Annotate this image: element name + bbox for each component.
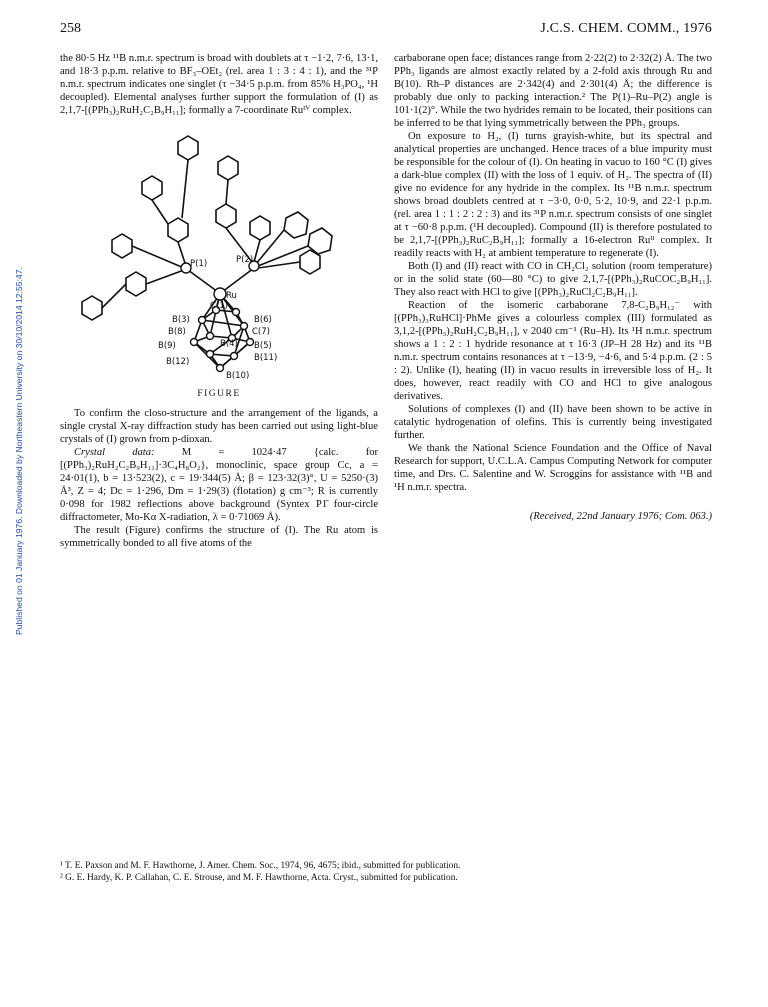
right-paragraph-4: Reaction of the isomeric carbaborane 7,8-C₂B₉H₁₂⁻ with [(PPh₃)₃RuHCl]·PhMe gives a colourless complex (III) formulated as 3,1,2-[(PPh₃)₂RuH₂C₂B₉H₁₁], ν 2040 cm⁻¹ (Ru–H). Its ¹H n.m.r. spectrum shows a 1 : 2 : 1 hydride resonance at τ 16·3 (JP–H 28 Hz) and its ¹¹B n.m.r. spectrum contains resonances at τ −13·9, −4·6, and 5·4 p.p.m. (2 : 5 : 2). Unlike (I), heating (II) in vacuo results in irreversible loss of H₂. It does, however, react readily with CO and HCl to give analogous derivatives. [394,300,712,402]
reference-2: ² G. E. Hardy, K. P. Callahan, C. E. Strouse, and M. F. Hawthorne, Acta. Cryst., submitted for publication. [60,873,458,883]
reference-1: ¹ T. E. Paxson and M. F. Hawthorne, J. Amer. Chem. Soc., 1974, 96, 4675; ibid., submitted for publication. [60,861,461,871]
atom-label: B(9) [158,341,176,351]
received-date: (Received, 22nd January 1976; Com. 063.) [529,511,712,522]
left-column [60,52,378,550]
right-paragraph-1: carbaborane open face; distances range from 2·22(2) to 2·32(2) Å. The two PPh₃ ligands are almost exactly related by a 2-fold axis through Ru and B(10). Rh–P distances are 2·342(4) and 2·301(4) Å; the difference is probably due only to packing interaction.² The P(1)–Ru–P(2) angle is 101·1(2)°. While the two hydrides remain to be located, their positions can be inferred to be that lying symmetrically between the PPh₃ groups. [394,53,712,129]
right-paragraph-5: Solutions of complexes (I) and (II) have been shown to be active in catalytic hydrogenation of olefins. This is currently being investigated further. [394,404,712,441]
molecular-structure-figure [60,122,378,382]
right-paragraph-3: Both (I) and (II) react with CO in CH₂Cl₂ solution (room temperature) or in the solid state (60—80 °C) to give 2,1,7-[(PPh₃)₂RuCOC₂B₉H₁₁]. They also react with HCl to give [(PPh₃)₂RuCl₂C₂B₉H₁₁]. [394,261,712,298]
figure-caption: FIGURE [197,389,241,399]
atom-label: C(1) [210,301,228,311]
right-paragraph-2: On exposure to H₂, (I) turns grayish-white, but its spectral and analytical properties are unchanged. Hence traces of a blue impurity must be responsible for the colour of (I). On heating in vacuo to 160 °C (I) gives a dark-blue complex (II) with the loss of 1 equiv. of H₂. The spectra of (II) give no evidence for any hydride in the complex. Its ¹¹B n.m.r. spectrum shows broad doublets centred at τ −3·0, 0·0, 5·2, 10·9, and 22·1 p.p.m. (rel. area 1 : 1 : 2 : 2 : 3) and its ³¹P n.m.r. spectrum consists of one singlet at τ −60·8 p.p.m. (¹H decoupled). Compound (II) is therefore postulated to be 2,1,7-[(PPh₃)₂RuC₂B₉H₁₁]; formally a 16-electron Ruᴵᴵ complex. It readily reacts with H₂ at ambient temperature to regenerate (I). [394,131,712,259]
atom-label: Ru [226,291,237,301]
footnotes [60,860,712,884]
atom-label: P(1) [190,259,208,269]
crystal-data-label: Crystal data: [74,447,155,458]
publication-note: Published on 01 January 1976. Downloaded by Northeastern University on 30/10/2014 12:55:47. [14,267,24,635]
crystal-data-text: M = 1024·47 {calc. for [(PPh₃)₂RuH₂C₂B₉H₁₁]·3C₄H₈O₂}, monoclinic, space group Cc, a = 24·01(1), b = 13·523(2), c = 19·344(5) Å; β = 123·32(3)°, U = 5250·(3) Å³, Z = 4; Dc = 1·296, Dm = 1·29(3) (flotation) g cm⁻³; R is currently 0·098 for 1982 reflections above background (Syntex P1̄ four-circle diffractometer, Mo-Kα X-radiation, λ = 0·71069 Å). [60,447,378,523]
atom-label: B(8) [168,327,186,337]
right-column [394,52,712,523]
atom-label: B(3) [172,315,190,325]
atom-label: C(7) [252,327,270,337]
crystal-data-paragraph [60,446,378,524]
atom-label: P(2) [236,255,254,265]
left-paragraph-4: The result (Figure) confirms the structure of (I). The Ru atom is symmetrically bonded to all five atoms of the [60,525,378,549]
molecule-drawing [60,122,378,382]
atom-label: B(12) [166,357,190,367]
atom-label: B(6) [254,315,272,325]
atom-label: B(11) [254,353,278,363]
acknowledgement: We thank the National Science Foundation and the Office of Naval Research for support, U.C.L.A. Campus Computing Network for computer time, and Drs. C. Salentine and W. Scroggins for assistance with ¹¹B and ¹H n.m.r. spectra. [394,443,712,493]
atom-label: B(5) [254,341,272,351]
atom-label: B(4) [220,339,238,349]
publication-sidebar [1,175,24,635]
running-head: J.C.S. CHEM. COMM., 1976 [540,21,712,36]
left-paragraph-1: the 80·5 Hz ¹¹B n.m.r. spectrum is broad with doublets at τ −1·2, 7·6, 13·1, and 18·3 p.p.m. relative to BF₃–OEt₂ (rel. area 1 : 3 : 4 : 1), and the ³¹P n.m.r. spectrum indicates one singlet (τ −34·5 p.p.m. from 85% H₃PO₄, ¹H decoupled). Elemental analyses further support the formulation of (I) as 2,1,7-[(PPh₃)₂RuH₂C₂B₉H₁₁]; formally a 7-coordinate Ruᴵⱽ complex. [60,53,378,116]
atom-label: B(10) [226,371,250,381]
left-paragraph-2: To confirm the closo-structure and the arrangement of the ligands, a single crystal X-ray diffraction study has been carried out using light-blue crystals of (I) grown from p-dioxan. [60,408,378,445]
page-number: 258 [60,21,81,36]
